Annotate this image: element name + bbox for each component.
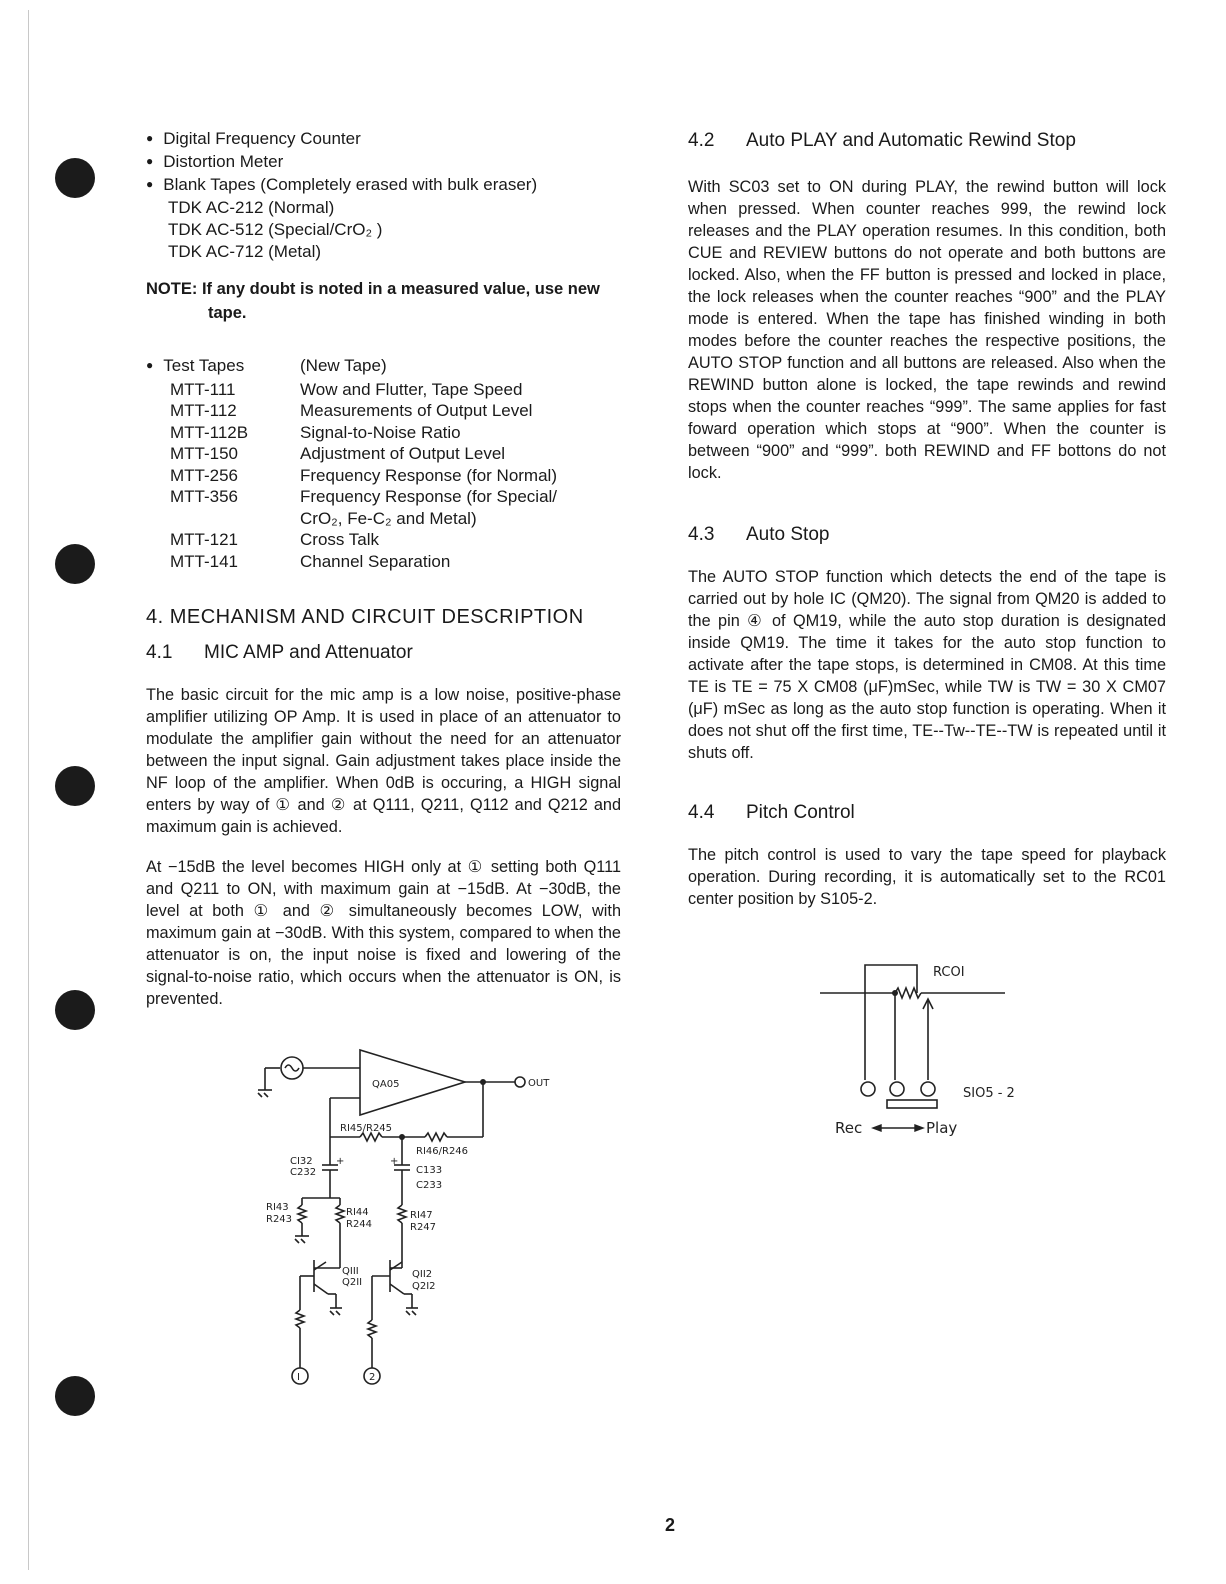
- r247-label: R247: [410, 1222, 437, 1233]
- test-tapes-header: (New Tape): [300, 356, 387, 375]
- r146-label: RI46/R246: [416, 1146, 469, 1157]
- section-number: 4.2: [688, 130, 715, 151]
- binder-hole: [55, 766, 95, 806]
- binder-hole: [55, 544, 95, 584]
- tape-desc: Measurements of Output Level: [300, 401, 533, 420]
- table-row: [146, 400, 621, 422]
- plus-sign: +: [390, 1156, 399, 1167]
- section-4-1-paragraph-2: At −15dB the level becomes HIGH only at ① setting both Q111 and Q211 to ON, with maximum gain at −15dB. At −30dB, the level at both ① and ② simultaneously becomes LOW, with maximum gain at −30dB. With this system, compared to when the attenuator is on, the input noise is fixed and lowering of the signal-to-noise ratio, which occurs when the attenuator is ON, is prevented.: [146, 858, 621, 1008]
- r243-label: R243: [266, 1214, 293, 1225]
- mic-amp-circuit-diagram: [240, 1040, 560, 1400]
- tape-id: MTT-256: [170, 465, 239, 485]
- tape-id: MTT-112B: [170, 422, 249, 442]
- c233-label: C233: [416, 1180, 443, 1191]
- binder-hole: [55, 158, 95, 198]
- test-tapes-table: [146, 355, 621, 572]
- note-text: If any doubt is noted in a measured value, use new: [201, 280, 600, 298]
- input-2-label: 2: [369, 1372, 376, 1383]
- tape-id: MTT-150: [170, 444, 239, 463]
- q212-label: Q2I2: [412, 1281, 436, 1292]
- pitch-control-diagram: [815, 955, 1035, 1145]
- tape-desc: Channel Separation: [300, 551, 451, 571]
- section-4-3-heading: [688, 522, 1166, 548]
- section-4-1-heading: [146, 640, 621, 666]
- q111-label: QIII: [342, 1266, 359, 1277]
- list-item: ● Digital Frequency Counter: [146, 128, 621, 151]
- tape-desc: CrO₂, Fe-C₂ and Metal): [300, 508, 477, 528]
- table-row: [146, 465, 621, 487]
- tape-desc: Cross Talk: [300, 530, 380, 549]
- section-4-1-paragraph-1: The basic circuit for the mic amp is a low noise, positive-phase amplifier utilizing OP Amp. It is used in place of an attenuator to modulate the amplifier gain without the need for an attenuator between the input signal. Gain adjustment takes place inside the NF loop of the amplifier. When 0dB is occuring, a HIGH signal enters by way of ① and ② at Q111, Q211, Q112 and Q212 and maximum gain is achieved.: [146, 686, 621, 836]
- plus-sign: +: [336, 1156, 345, 1167]
- table-row: [146, 551, 621, 573]
- tape-desc: Frequency Response (for Normal): [300, 465, 557, 485]
- list-item: TDK AC-512 (Special/CrO₂ ): [168, 220, 383, 239]
- r244-label: R244: [346, 1219, 373, 1230]
- tape-desc: Frequency Response (for Special/: [300, 487, 558, 506]
- section-4-4-heading: [688, 800, 1166, 826]
- q211-label: Q2II: [342, 1277, 363, 1288]
- tape-id: MTT-111: [170, 379, 236, 399]
- section-title: Pitch Control: [746, 802, 855, 823]
- page-edge-line: [28, 10, 29, 1570]
- list-item: ● Distortion Meter: [146, 151, 621, 174]
- section-title: Auto PLAY and Automatic Rewind Stop: [746, 130, 1076, 151]
- test-tapes-label: ● Test Tapes: [146, 355, 300, 379]
- r145-label: RI45/R245: [340, 1123, 393, 1134]
- section-number: 4.3: [688, 524, 715, 545]
- r143-label: RI43: [266, 1202, 289, 1213]
- tape-desc: Wow and Flutter, Tape Speed: [300, 379, 523, 399]
- list-item: TDK AC-712 (Metal): [168, 242, 322, 261]
- tape-id: MTT-141: [170, 551, 239, 571]
- list-item: ● Blank Tapes (Completely erased with bulk eraser): [146, 174, 621, 197]
- note-label: NOTE:: [146, 280, 198, 298]
- q112-label: QII2: [412, 1269, 433, 1280]
- section-title: Auto Stop: [746, 524, 830, 545]
- section-title: MIC AMP and Attenuator: [204, 642, 413, 663]
- input-1-label: I: [297, 1372, 300, 1383]
- note-text-cont: tape.: [208, 304, 247, 322]
- tape-id: MTT-356: [170, 487, 239, 506]
- section-4-3-paragraph: The AUTO STOP function which detects the end of the tape is carried out by hole IC (QM20). The signal from QM20 is added to the pin ④ of QM19, while the auto stop duration is designated inside QM19. The time it takes for the auto stop function to activate after the tape stops, is determined in CM08. At this time TE is TE = 75 X CM08 (μF)mSec, while TW is TW = 30 X CM07 (μF) mSec as long as the auto stop function is operating. When it does not shut off the first time, TE--Tw--TE--TW is repeated until it shuts off.: [688, 568, 1166, 762]
- tape-desc: Signal-to-Noise Ratio: [300, 422, 461, 442]
- r147-label: RI47: [410, 1210, 433, 1221]
- section-number: 4.1: [146, 642, 173, 663]
- opamp-label: QA05: [372, 1079, 400, 1090]
- table-row: [146, 379, 621, 401]
- section-4-2-heading: [688, 128, 1166, 154]
- section-4-4-paragraph: The pitch control is used to vary the tape speed for playback operation. During recording, it is automatically set to the RC01 center position by S105-2.: [688, 846, 1166, 908]
- tape-id: MTT-121: [170, 530, 239, 549]
- table-row: [146, 355, 621, 379]
- r144-label: RI44: [346, 1207, 369, 1218]
- section-4-2-paragraph: With SC03 set to ON during PLAY, the rewind button will lock when pressed. When counter reaches 999, the rewind lock releases and the PLAY operation resumes. In this condition, both CUE and REVIEW buttons do not operate and both buttons are locked. Also, when the FF button is pressed and locked in place, the lock releases when the counter reaches “900” and the PLAY mode is entered. When the tape has finished winding in both modes before the counter reaches the respective positions, the AUTO STOP function and all buttons are released. Also when the REWIND button alone is locked, the tape rewinds and rewind stops when the counter reaches “999”. The same applies for fast foward operation which stops at “900”. When the counter is between “900” and “999”. both REWIND and FF bottons do not lock.: [688, 178, 1166, 482]
- out-label: OUT: [528, 1078, 550, 1089]
- table-row: [146, 486, 621, 508]
- c132-label: CI32: [290, 1156, 313, 1167]
- page-number: 2: [665, 1515, 676, 1535]
- binder-hole: [55, 990, 95, 1030]
- s105-label: SIO5 - 2: [963, 1086, 1015, 1101]
- note: [146, 277, 621, 325]
- c133-label: C133: [416, 1165, 443, 1176]
- rec-label: Rec: [835, 1119, 863, 1137]
- table-row: [146, 508, 621, 530]
- list-item: TDK AC-212 (Normal): [168, 198, 335, 217]
- table-row: [146, 529, 621, 551]
- play-label: Play: [926, 1119, 958, 1137]
- tape-desc: Adjustment of Output Level: [300, 444, 506, 463]
- binder-hole: [55, 1376, 95, 1416]
- table-row: [146, 422, 621, 444]
- tape-id: [146, 508, 300, 530]
- equipment-list: [146, 128, 621, 263]
- right-column: [688, 128, 1166, 910]
- section-number: 4.4: [688, 802, 715, 823]
- c232-label: C232: [290, 1167, 317, 1178]
- section-4-title: 4. MECHANISM AND CIRCUIT DESCRIPTION: [146, 606, 584, 628]
- tape-id: MTT-112: [170, 401, 237, 420]
- rc01-label: RCOI: [933, 965, 965, 980]
- left-column: [146, 128, 621, 1010]
- table-row: [146, 443, 621, 465]
